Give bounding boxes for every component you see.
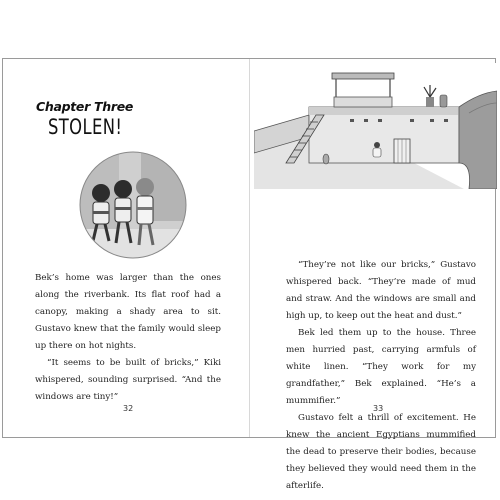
chapter-title: STOLEN!	[48, 115, 123, 139]
page-number-left: 32	[123, 404, 134, 413]
paragraph: Bek’s home was larger than the ones along the riverbank. Its flat roof had a canopy, making a shady area to sit. Gustavo knew that the family would sleep up there on hot nights.	[35, 273, 221, 351]
paragraph: “It seems to be built of bricks,” Kiki whispered, sounding surprised. “And the windows are tiny!”	[35, 358, 221, 402]
chapter-label: Chapter Three	[36, 99, 134, 114]
page-number-right: 33	[373, 404, 384, 413]
book-spread	[2, 58, 496, 491]
paragraph: “They’re not like our bricks,” Gustavo whispered back. “They’re made of mud and straw. And the windows are small and high up, to keep out the heat and dust.”	[286, 260, 476, 321]
characters-vignette-illustration	[79, 151, 187, 259]
house-scene-illustration	[254, 63, 497, 189]
paragraph: Gustavo felt a thrill of excitement. He knew the ancient Egyptians mummified the dead to preserve their bodies, because they believed they would need them in the afterlife.	[286, 413, 476, 491]
left-page-text	[35, 270, 221, 406]
paragraph: Bek led them up to the house. Three men hurried past, carrying armfuls of white linen. “They work for my grandfather,” Bek explained. “He’s a mummifier.”	[286, 328, 476, 406]
right-page-text	[286, 257, 476, 495]
